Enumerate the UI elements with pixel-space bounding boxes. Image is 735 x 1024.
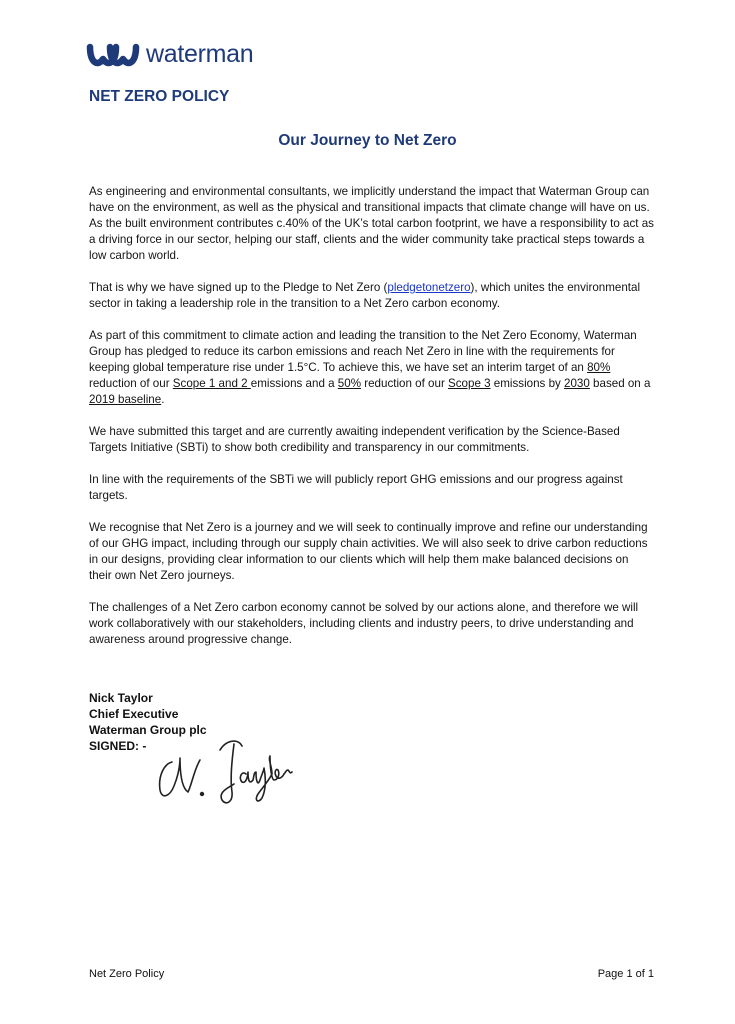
- paragraph-intro: As engineering and environmental consultants, we implicitly understand the impact that Waterman Group can have on the environment, as well as the physical and transitional impacts that climate change will have on us. As the built environment contributes c.40% of the UK’s total carbon footprint, we have a responsibility to act as a driving force in our sector, helping our staff, clients and the wider community take practical steps towards a low carbon world.: [89, 185, 654, 262]
- commitment-text-b: reduction of our: [89, 377, 173, 390]
- signed-label: SIGNED: -: [89, 739, 147, 753]
- target-80-percent: 80%: [587, 361, 611, 374]
- policy-body: [89, 184, 654, 664]
- paragraph-reporting: In line with the requirements of the SBTi we will publicly report GHG emissions and our progress against targets.: [89, 473, 623, 502]
- waterman-logo-icon: [86, 39, 140, 71]
- paragraph-journey: We recognise that Net Zero is a journey and we will seek to continually improve and refine our understanding of our GHG impact, including through our supply chain activities. We will also seek to drive carbon reductions in our designs, providing clear information to our clients which will help them make balanced decisions on their own Net Zero journeys.: [89, 521, 648, 582]
- baseline-label: 2019 baseline: [89, 393, 162, 406]
- target-50-percent: 50%: [337, 377, 362, 390]
- paragraph-pledge-text-a: That is why we have signed up to the Pledge to Net Zero (: [89, 281, 388, 294]
- paragraph-pledge-text-b: ), which unites the environmental sector in taking a leadership role in the transition to a Net Zero carbon economy.: [89, 281, 641, 310]
- paragraph-commitment: [89, 328, 654, 408]
- signatory-name: Nick Taylor: [89, 691, 153, 705]
- footer-document-name: Net Zero Policy: [89, 968, 165, 980]
- commitment-text-g: .: [161, 393, 165, 406]
- pledgetonetzero-link[interactable]: pledgetonetzero: [387, 281, 471, 294]
- commitment-text-f: based on a: [589, 377, 651, 390]
- company-logo: [86, 38, 253, 72]
- scope-3-label: Scope 3: [448, 377, 491, 390]
- signatory-role: Chief Executive: [89, 707, 179, 721]
- policy-title: NET ZERO POLICY: [89, 88, 230, 105]
- logo-wordmark: waterman: [146, 39, 254, 68]
- commitment-text-e: emissions by: [490, 377, 565, 390]
- commitment-text-a: As part of this commitment to climate action and leading the transition to the Net Zero Economy, Waterman Group has pledged to reduce its carbon emissions and reach Net Zero in line with the requirements for keeping global temperature rise under 1.5°C. To achieve this, we have set an interim target of an: [89, 329, 637, 374]
- paragraph-sbti: We have submitted this target and are currently awaiting independent verification by the Science-Based Targets Initiative (SBTi) to show both credibility and transparency in our commitments.: [89, 425, 620, 454]
- commitment-text-c: emissions and a: [250, 377, 338, 390]
- paragraph-pledge: [89, 280, 654, 312]
- document-title: Our Journey to Net Zero: [278, 132, 457, 149]
- footer-page-number: Page 1 of 1: [597, 968, 654, 980]
- paragraph-collaboration: The challenges of a Net Zero carbon economy cannot be solved by our actions alone, and therefore we will work collaboratively with our stakeholders, including clients and industry peers, to drive understanding and awareness around progressive change.: [89, 601, 639, 646]
- handwritten-signature: [150, 730, 295, 810]
- target-year: 2030: [564, 377, 590, 390]
- commitment-text-d: reduction of our: [361, 377, 449, 390]
- scope-1-2-label: Scope 1 and 2: [172, 377, 251, 390]
- signatory-company: Waterman Group plc: [89, 723, 207, 737]
